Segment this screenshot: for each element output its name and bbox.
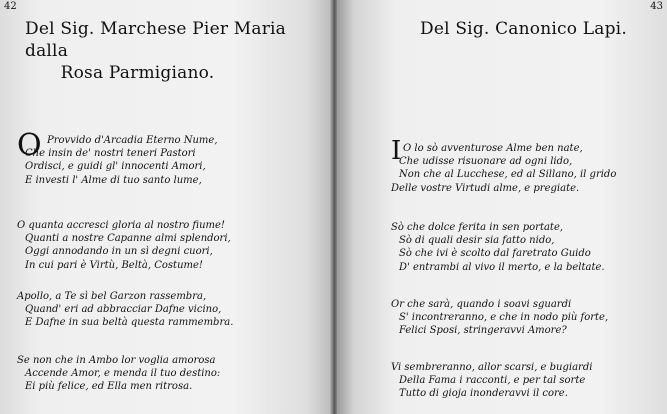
stanza — [391, 136, 617, 195]
verse-line: Provvido d'Arcadia Eterno Nume, — [47, 135, 218, 146]
stanza — [17, 354, 220, 394]
verse-line: In cui pari è Virtù, Beltà, Costume! — [25, 259, 203, 271]
stanza — [17, 219, 231, 272]
verse-line: O lo sò avventurose Alme ben nate, — [403, 143, 583, 154]
verse-line: Quanti a nostre Capanne almi splendori, — [25, 233, 231, 245]
stanza — [391, 361, 592, 401]
page-number: 42 — [4, 1, 17, 12]
stanza — [391, 298, 608, 338]
verse-line: Sò che dolce ferita in sen portate, — [391, 222, 564, 233]
verse-line: Or che sarà, quando i soavi sguardi — [391, 299, 572, 310]
verse-line: D' entrambi al vivo il merto, e la beltate. — [399, 261, 605, 273]
right-page — [337, 0, 667, 414]
poem-title — [25, 18, 325, 84]
verse-line: Non che al Lucchese, ed al Sillano, il grido — [399, 169, 617, 181]
verse-line: Delle vostre Virtudi alme, e pregiate. — [391, 182, 580, 194]
stanza — [17, 290, 233, 330]
verse-line: Ei più felice, ed Ella men ritrosa. — [25, 381, 193, 393]
page-number: 43 — [650, 1, 663, 12]
verse-line: Sò di quali desir sia fatto nido, — [399, 235, 555, 247]
verse-line: Tutto di gioja inonderavvi il core. — [399, 388, 568, 400]
verse-line: E Dafne in sua beltà questa rammembra. — [25, 317, 234, 329]
verse-line: Oggi annodando in un sì degni cuori, — [25, 246, 213, 258]
title-line: Rosa Parmigiano. — [60, 63, 215, 83]
left-page — [0, 0, 333, 414]
verse-line: Sò che ivi è scolto dal faretrato Guido — [399, 248, 591, 260]
verse-line: O quanta accresci gloria al nostro fiume! — [17, 220, 225, 231]
verse-line: Quand' eri ad abbracciar Dafne vicino, — [25, 304, 222, 316]
verse-line: Ordisci, e guidi gl' innocenti Amori, — [25, 161, 206, 173]
verse-line: Felici Sposi, stringeravvi Amore? — [399, 325, 567, 337]
verse-line: Che udisse risuonare ad ogni lido, — [399, 156, 573, 168]
verse-line: Della Fama i racconti, e per tal sorte — [399, 375, 586, 387]
verse-line: Apollo, a Te sì bel Garzon rassembra, — [17, 291, 207, 302]
drop-cap: O — [17, 128, 42, 163]
stanza — [17, 128, 218, 187]
verse-line: S' incontreranno, e che in nodo più forte, — [399, 312, 609, 324]
poem-title: Del Sig. Canonico Lapi. — [420, 19, 627, 39]
stanza — [391, 221, 605, 274]
verse-line: E investi l' Alme di tuo santo lume, — [25, 174, 202, 186]
title-line: Del Sig. Marchese Pier Maria dalla — [25, 19, 286, 61]
verse-line: Che insin de' nostri teneri Pastori — [25, 148, 196, 160]
verse-line: Accende Amor, e menda il tuo destino: — [25, 368, 221, 380]
drop-cap: I — [391, 136, 402, 166]
verse-line: Vi sembreranno, allor scarsi, e bugiardi — [391, 362, 593, 373]
verse-line: Se non che in Ambo lor voglia amorosa — [17, 355, 216, 366]
